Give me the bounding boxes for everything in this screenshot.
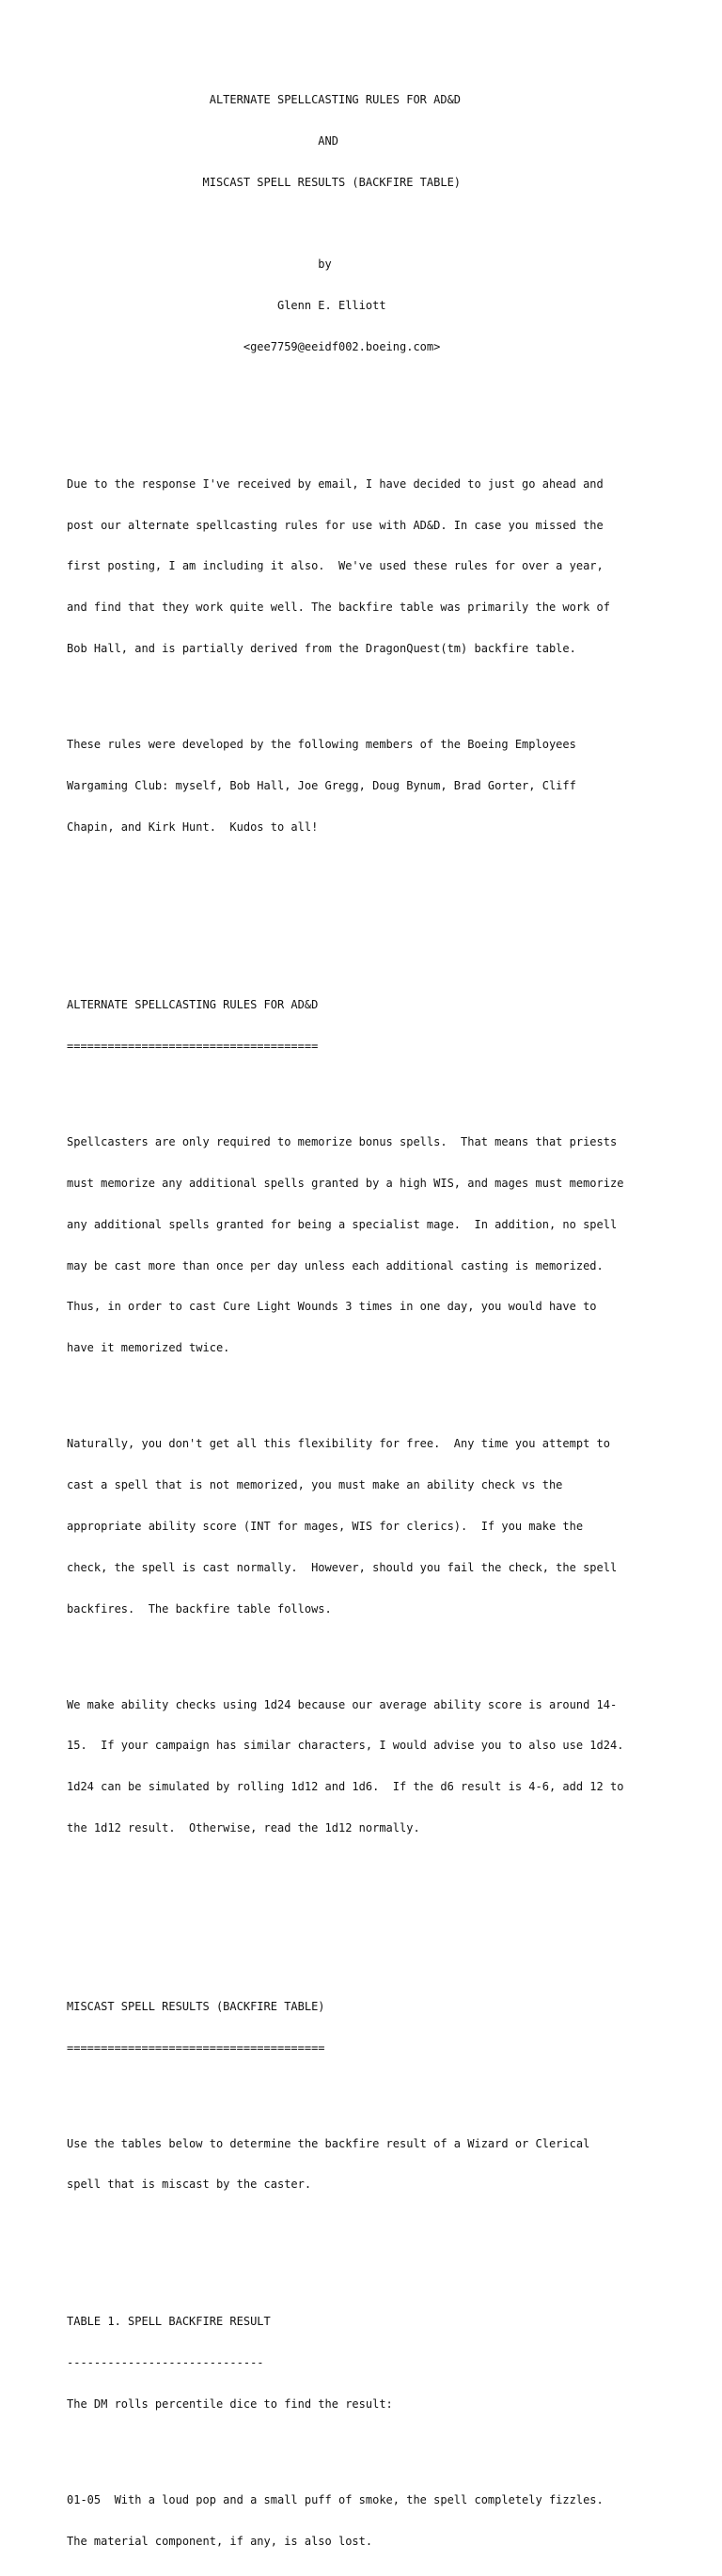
- title-line-3: MISCAST SPELL RESULTS (BACKFIRE TABLE): [67, 175, 462, 189]
- section1-underline: =====================================: [67, 1039, 319, 1054]
- title-line-1: ALTERNATE SPELLCASTING RULES FOR AD&D: [67, 93, 462, 107]
- section1-para2-line: appropriate ability score (INT for mages, WIS for clerics). If you make the: [67, 1519, 584, 1533]
- section1-para3-line: the 1d12 result. Otherwise, read the 1d12 normally.: [67, 1821, 420, 1834]
- blank-line: [67, 861, 668, 875]
- section1-para1-line: Thus, in order to cast Cure Light Wounds 3 times in one day, you would have to: [67, 1300, 597, 1314]
- blank-line: [67, 1944, 668, 1959]
- table1-entry-line: 01-05 With a loud pop and a small puff of smoke, the spell completely fizzles.: [67, 2493, 604, 2507]
- document-text: [67, 66, 668, 2576]
- blank-line: [67, 944, 668, 958]
- section1-para2-line: cast a spell that is not memorized, you must make an ability check vs the: [67, 1478, 563, 1492]
- blank-line: [67, 217, 668, 231]
- section1-para3-line: 1d24 can be simulated by rolling 1d12 and 1d6. If the d6 result is 4-6, add 12 to: [67, 1780, 624, 1794]
- author-email: <gee7759@eeidf002.boeing.com>: [67, 339, 441, 353]
- blank-line: [67, 1081, 668, 1095]
- byline: by: [67, 258, 332, 272]
- section1-para3-line: 15. If your campaign has similar characters, I would advise you to also use 1d24.: [67, 1739, 624, 1753]
- section1-heading: ALTERNATE SPELLCASTING RULES FOR AD&D: [67, 998, 319, 1012]
- blank-line: [67, 1904, 668, 1918]
- intro-line: Due to the response I've received by email, I have decided to just go ahead and: [67, 476, 604, 491]
- intro-line: and find that they work quite well. The backfire table was primarily the work of: [67, 601, 610, 615]
- table1-heading: TABLE 1. SPELL BACKFIRE RESULT: [67, 2315, 271, 2329]
- intro-line: Bob Hall, and is partially derived from the DragonQuest(tm) backfire table.: [67, 641, 576, 655]
- section1-para3-line: We make ability checks using 1d24 because our average ability score is around 14-: [67, 1697, 618, 1711]
- section2-para1-line: spell that is miscast by the caster.: [67, 2178, 312, 2192]
- blank-line: [67, 2219, 668, 2233]
- blank-line: [67, 382, 668, 396]
- table1-underline: -----------------------------: [67, 2356, 264, 2370]
- section1-para1-line: have it memorized twice.: [67, 1341, 230, 1355]
- section1-para1-line: any additional spells granted for being a specialist mage. In addition, no spell: [67, 1217, 618, 1231]
- credits-line: Chapin, and Kirk Hunt. Kudos to all!: [67, 820, 319, 834]
- blank-line: [67, 683, 668, 697]
- section1-para2-line: backfires. The backfire table follows.: [67, 1601, 332, 1616]
- section1-para1-line: may be cast more than once per day unless each additional casting is memorized.: [67, 1258, 604, 1272]
- credits-line: These rules were developed by the following members of the Boeing Employees: [67, 738, 576, 752]
- blank-line: [67, 902, 668, 916]
- table1-entry-line: The material component, if any, is also lost.: [67, 2534, 373, 2548]
- author-name: Glenn E. Elliott: [67, 299, 386, 313]
- table1-instruction: The DM rolls percentile dice to find the result:: [67, 2396, 393, 2411]
- section2-underline: ======================================: [67, 2040, 325, 2054]
- credits-line: Wargaming Club: myself, Bob Hall, Joe Gregg, Doug Bynum, Brad Gorter, Cliff: [67, 778, 576, 792]
- section1-para1-line: Spellcasters are only required to memorize bonus spells. That means that priests: [67, 1135, 618, 1149]
- section2-para1-line: Use the tables below to determine the backfire result of a Wizard or Clerical: [67, 2136, 590, 2150]
- blank-line: [67, 1382, 668, 1397]
- blank-line: [67, 2082, 668, 2096]
- blank-line: [67, 2260, 668, 2274]
- title-line-2: AND: [67, 133, 338, 148]
- section1-para1-line: must memorize any additional spells granted by a high WIS, and mages must memorize: [67, 1177, 624, 1191]
- blank-line: [67, 1863, 668, 1877]
- blank-line: [67, 422, 668, 436]
- blank-line: [67, 2439, 668, 2453]
- intro-line: post our alternate spellcasting rules for use with AD&D. In case you missed the: [67, 518, 604, 532]
- section1-para2-line: check, the spell is cast normally. However, should you fail the check, the spell: [67, 1560, 618, 1574]
- section1-para2-line: Naturally, you don't get all this flexibility for free. Any time you attempt to: [67, 1437, 610, 1451]
- blank-line: [67, 1643, 668, 1657]
- section2-heading: MISCAST SPELL RESULTS (BACKFIRE TABLE): [67, 1999, 325, 2013]
- intro-line: first posting, I am including it also. We've used these rules for over a year,: [67, 559, 604, 573]
